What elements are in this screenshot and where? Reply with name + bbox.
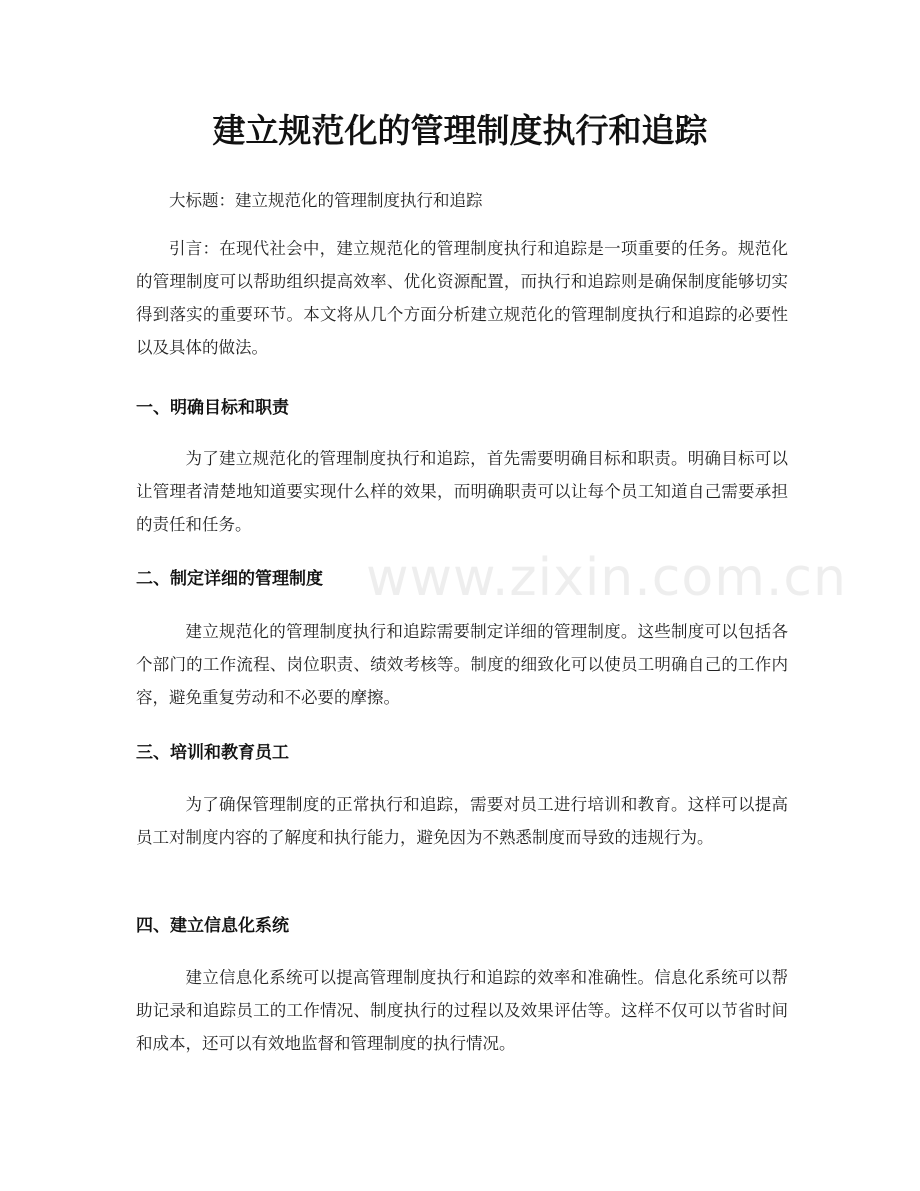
section-body-3: 为了确保管理制度的正常执行和追踪，需要对员工进行培训和教育。这样可以提高员工对制度内容的了解度和执行能力，避免因为不熟悉制度而导致的违规行为。 — [136, 795, 788, 847]
section-body-4: 建立信息化系统可以提高管理制度执行和追踪的效率和准确性。信息化系统可以帮助记录和追踪员工的工作情况、制度执行的过程以及效果评估等。这样不仅可以节省时间和成本，还可以有效地监督和管理制度的执行情况。 — [136, 968, 788, 1053]
section-heading-4: 四、建立信息化系统 — [136, 916, 289, 936]
document-title: 建立规范化的管理制度执行和追踪 — [212, 111, 708, 150]
watermark: www.zixin.com.cn — [366, 548, 847, 608]
section-heading-2: 二、制定详细的管理制度 — [136, 569, 323, 589]
intro-paragraph: 引言：在现代社会中，建立规范化的管理制度执行和追踪是一项重要的任务。规范化的管理制度可以帮助组织提高效率、优化资源配置，而执行和追踪则是确保制度能够切实得到落实的重要环节。本文将从几个方面分析建立规范化的管理制度执行和追踪的必要性以及具体的做法。 — [136, 239, 788, 357]
section-heading-3: 三、培训和教育员工 — [136, 743, 289, 763]
section-body-2: 建立规范化的管理制度执行和追踪需要制定详细的管理制度。这些制度可以包括各个部门的工作流程、岗位职责、绩效考核等。制度的细致化可以使员工明确自己的工作内容，避免重复劳动和不必要的摩擦。 — [136, 622, 788, 707]
subtitle-line: 大标题：建立规范化的管理制度执行和追踪 — [169, 191, 483, 210]
section-heading-1: 一、明确目标和职责 — [136, 398, 289, 418]
section-body-1: 为了建立规范化的管理制度执行和追踪，首先需要明确目标和职责。明确目标可以让管理者清楚地知道要实现什么样的效果，而明确职责可以让每个员工知道自己需要承担的责任和任务。 — [136, 449, 788, 534]
